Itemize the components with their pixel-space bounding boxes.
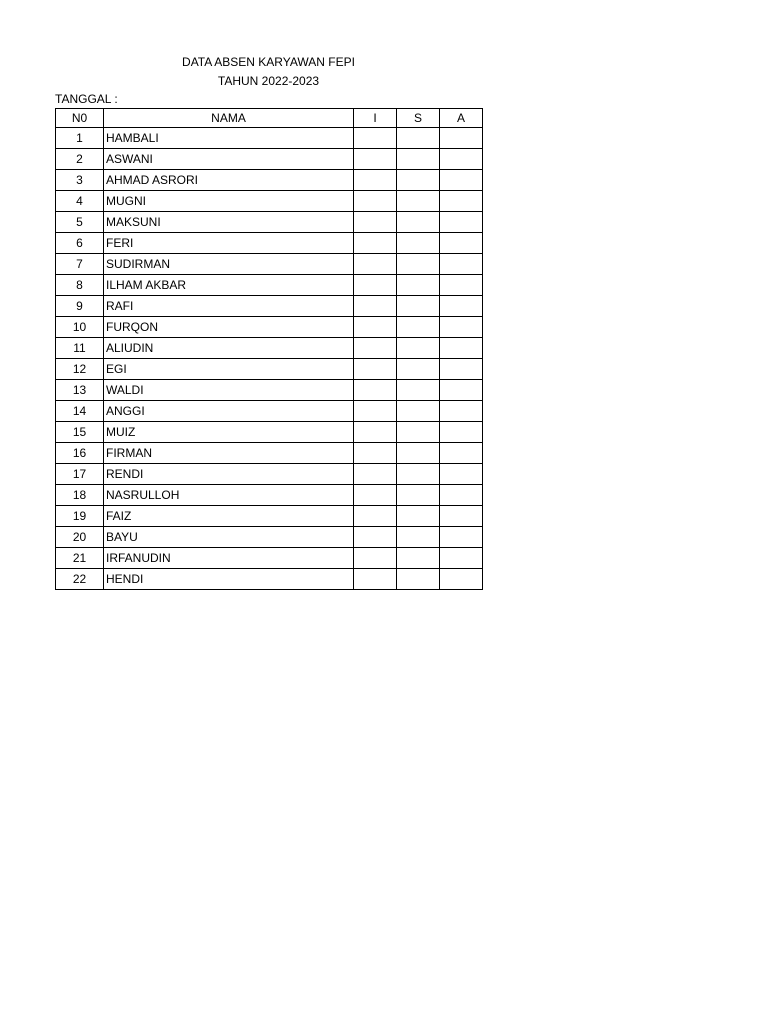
alpa-cell [440, 149, 483, 170]
alpa-cell [440, 191, 483, 212]
izin-cell [354, 191, 397, 212]
employee-name: ASWANI [104, 149, 354, 170]
table-row [56, 128, 483, 149]
izin-cell [354, 212, 397, 233]
izin-cell [354, 254, 397, 275]
employee-name: BAYU [104, 527, 354, 548]
employee-name: WALDI [104, 380, 354, 401]
date-label: TANGGAL : [55, 92, 118, 106]
row-number: 19 [56, 506, 104, 527]
table-row [56, 422, 483, 443]
sakit-cell [397, 422, 440, 443]
employee-name: ALIUDIN [104, 338, 354, 359]
alpa-cell [440, 338, 483, 359]
row-number: 13 [56, 380, 104, 401]
table-row [56, 401, 483, 422]
employee-name: MUIZ [104, 422, 354, 443]
izin-cell [354, 380, 397, 401]
row-number: 1 [56, 128, 104, 149]
izin-cell [354, 275, 397, 296]
row-number: 6 [56, 233, 104, 254]
row-number: 17 [56, 464, 104, 485]
row-number: 16 [56, 443, 104, 464]
izin-cell [354, 485, 397, 506]
row-number: 9 [56, 296, 104, 317]
alpa-cell [440, 296, 483, 317]
employee-name: IRFANUDIN [104, 548, 354, 569]
izin-cell [354, 296, 397, 317]
document-subtitle-year: TAHUN 2022-2023 [217, 74, 320, 88]
employee-name: MAKSUNI [104, 212, 354, 233]
employee-name: MUGNI [104, 191, 354, 212]
attendance-table [55, 108, 483, 590]
employee-name: FURQON [104, 317, 354, 338]
sakit-cell [397, 506, 440, 527]
row-number: 10 [56, 317, 104, 338]
alpa-cell [440, 359, 483, 380]
sakit-cell [397, 359, 440, 380]
sakit-cell [397, 170, 440, 191]
employee-name: RAFI [104, 296, 354, 317]
alpa-cell [440, 464, 483, 485]
sakit-cell [397, 338, 440, 359]
sakit-cell [397, 191, 440, 212]
izin-cell [354, 338, 397, 359]
alpa-cell [440, 527, 483, 548]
employee-name: SUDIRMAN [104, 254, 354, 275]
row-number: 15 [56, 422, 104, 443]
izin-cell [354, 401, 397, 422]
alpa-cell [440, 401, 483, 422]
alpa-cell [440, 422, 483, 443]
sakit-cell [397, 212, 440, 233]
document-title: DATA ABSEN KARYAWAN FEPI [182, 55, 355, 69]
sakit-cell [397, 569, 440, 590]
table-row [56, 359, 483, 380]
izin-cell [354, 422, 397, 443]
table-row [56, 338, 483, 359]
table-row [56, 569, 483, 590]
employee-name: FERI [104, 233, 354, 254]
row-number: 12 [56, 359, 104, 380]
row-number: 5 [56, 212, 104, 233]
table-row [56, 485, 483, 506]
table-row [56, 464, 483, 485]
izin-cell [354, 569, 397, 590]
table-row [56, 443, 483, 464]
header-no: N0 [56, 109, 104, 128]
employee-name: HENDI [104, 569, 354, 590]
header-sakit: S [397, 109, 440, 128]
table-row [56, 506, 483, 527]
employee-name: RENDI [104, 464, 354, 485]
attendance-table-body [56, 128, 483, 590]
employee-name: FIRMAN [104, 443, 354, 464]
header-row [56, 109, 483, 128]
izin-cell [354, 443, 397, 464]
table-row [56, 317, 483, 338]
table-row [56, 275, 483, 296]
alpa-cell [440, 548, 483, 569]
row-number: 4 [56, 191, 104, 212]
sakit-cell [397, 548, 440, 569]
table-row [56, 380, 483, 401]
table-row [56, 149, 483, 170]
table-row [56, 527, 483, 548]
header-izin: I [354, 109, 397, 128]
employee-name: ILHAM AKBAR [104, 275, 354, 296]
alpa-cell [440, 485, 483, 506]
izin-cell [354, 527, 397, 548]
izin-cell [354, 506, 397, 527]
sakit-cell [397, 275, 440, 296]
table-row [56, 254, 483, 275]
row-number: 18 [56, 485, 104, 506]
employee-name: AHMAD ASRORI [104, 170, 354, 191]
attendance-table-header [56, 109, 483, 128]
izin-cell [354, 359, 397, 380]
alpa-cell [440, 254, 483, 275]
row-number: 21 [56, 548, 104, 569]
row-number: 8 [56, 275, 104, 296]
row-number: 14 [56, 401, 104, 422]
alpa-cell [440, 443, 483, 464]
izin-cell [354, 548, 397, 569]
sakit-cell [397, 443, 440, 464]
row-number: 2 [56, 149, 104, 170]
alpa-cell [440, 128, 483, 149]
sakit-cell [397, 254, 440, 275]
izin-cell [354, 317, 397, 338]
alpa-cell [440, 212, 483, 233]
table-row [56, 548, 483, 569]
table-row [56, 212, 483, 233]
alpa-cell [440, 506, 483, 527]
sakit-cell [397, 401, 440, 422]
employee-name: HAMBALI [104, 128, 354, 149]
sakit-cell [397, 464, 440, 485]
table-row [56, 191, 483, 212]
izin-cell [354, 170, 397, 191]
row-number: 7 [56, 254, 104, 275]
table-row [56, 170, 483, 191]
row-number: 20 [56, 527, 104, 548]
table-row [56, 233, 483, 254]
employee-name: ANGGI [104, 401, 354, 422]
izin-cell [354, 233, 397, 254]
sakit-cell [397, 317, 440, 338]
sakit-cell [397, 296, 440, 317]
row-number: 22 [56, 569, 104, 590]
sakit-cell [397, 380, 440, 401]
alpa-cell [440, 170, 483, 191]
sakit-cell [397, 527, 440, 548]
table-row [56, 296, 483, 317]
alpa-cell [440, 275, 483, 296]
izin-cell [354, 464, 397, 485]
sakit-cell [397, 485, 440, 506]
header-nama: NAMA [104, 109, 354, 128]
sakit-cell [397, 128, 440, 149]
alpa-cell [440, 380, 483, 401]
alpa-cell [440, 233, 483, 254]
alpa-cell [440, 317, 483, 338]
row-number: 3 [56, 170, 104, 191]
header-alpa: A [440, 109, 483, 128]
sakit-cell [397, 233, 440, 254]
izin-cell [354, 149, 397, 170]
row-number: 11 [56, 338, 104, 359]
employee-name: NASRULLOH [104, 485, 354, 506]
izin-cell [354, 128, 397, 149]
employee-name: EGI [104, 359, 354, 380]
alpa-cell [440, 569, 483, 590]
sakit-cell [397, 149, 440, 170]
employee-name: FAIZ [104, 506, 354, 527]
